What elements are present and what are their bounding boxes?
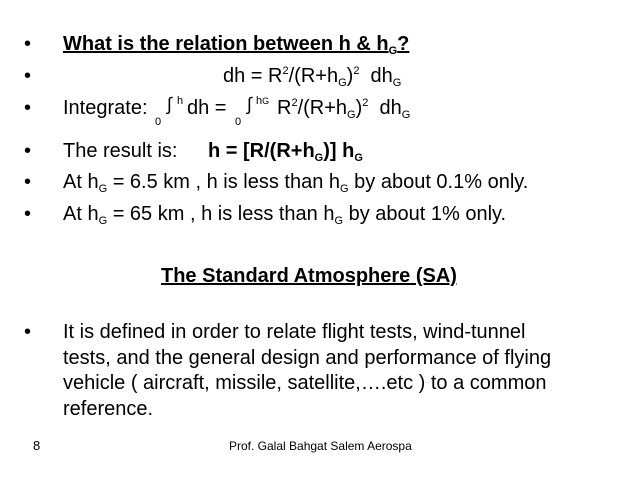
int1-lower: 0 (155, 116, 162, 128)
int2-mid: /(R+h (297, 97, 348, 119)
eq-lhs: dh = R (223, 65, 283, 87)
eq-mid3: dh (359, 65, 393, 87)
paragraph-bullet-marker: • (24, 321, 32, 343)
b5-t1: At h (63, 171, 99, 193)
int2-dh: dh (368, 97, 402, 119)
int2-sub1: G (347, 109, 356, 121)
eq-mid1: /(R+h (288, 65, 339, 87)
integrate-label: Integrate: (63, 97, 148, 119)
int2-r: R (277, 97, 292, 119)
int2-lower: 0 (235, 116, 242, 128)
int2-upper-h: h (256, 95, 263, 107)
section-title: The Standard Atmosphere (SA) (161, 265, 457, 287)
paragraph-line-2: tests, and the general design and performance of flying (63, 347, 552, 369)
bullet-5-marker: • (24, 171, 32, 193)
int2-sup2: 2 (362, 97, 369, 109)
bullet-6-text (63, 203, 507, 227)
eq-sup1: 2 (282, 65, 289, 77)
bullet-5-text (63, 171, 529, 195)
b5-sub1: G (98, 183, 108, 195)
bullet-1-marker: • (24, 33, 32, 55)
eq-sub2: G (392, 77, 402, 89)
int2-sup1: 2 (291, 97, 298, 109)
int2-sub2: G (401, 109, 411, 121)
eq-sup2: 2 (353, 65, 360, 77)
result-sub2: G (354, 152, 363, 164)
b6-t2: = 65 km , h is less than h (107, 203, 335, 225)
footer-author: Prof. Galal Bahgat Salem Aerospa (229, 439, 412, 453)
equation-dh (223, 65, 402, 89)
b6-sub1: G (98, 215, 108, 227)
question-sub: G (388, 45, 398, 57)
b5-t2: = 6.5 km , h is less than h (107, 171, 341, 193)
result-equation (208, 140, 363, 164)
bullet-4-marker: • (24, 140, 32, 162)
question-end: ? (397, 33, 410, 55)
int2-close: ) (355, 97, 363, 119)
paragraph-line-1: It is defined in order to relate flight tests, wind-tunnel (63, 321, 526, 343)
result-sub1: G (314, 152, 324, 164)
question-line (63, 33, 410, 57)
bullet-6-marker: • (24, 203, 32, 225)
result-eq-a: h = [R/(R+h (208, 140, 315, 162)
b6-sub2: G (334, 215, 344, 227)
b5-t3: by about 0.1% only. (348, 171, 529, 193)
int1-dh: dh = (187, 97, 227, 119)
integral-right (235, 96, 435, 130)
page-number: 8 (33, 438, 41, 453)
result-eq-b: )] h (323, 140, 355, 162)
int2-upper-g: G (262, 96, 270, 106)
b5-sub2: G (340, 183, 349, 195)
result-label: The result is: (63, 140, 178, 162)
b6-t3: by about 1% only. (343, 203, 507, 225)
paragraph-line-3: vehicle ( aircraft, missile, satellite,….etc ) to a common (63, 372, 547, 394)
eq-mid2: ) (346, 65, 354, 87)
int1-upper: h (177, 95, 184, 107)
bullet-2-marker: • (24, 65, 32, 87)
bullet-3-marker: • (24, 97, 32, 119)
int2-upper (256, 95, 269, 107)
question-text: What is the relation between h & h (63, 33, 389, 55)
integral-left (155, 96, 235, 130)
int2-expr (277, 97, 411, 121)
paragraph-line-4: reference. (63, 398, 154, 420)
b6-t1: At h (63, 203, 99, 225)
int1-sign: ∫ (167, 94, 172, 114)
int2-sign: ∫ (247, 94, 252, 114)
eq-sub1: G (338, 77, 347, 89)
